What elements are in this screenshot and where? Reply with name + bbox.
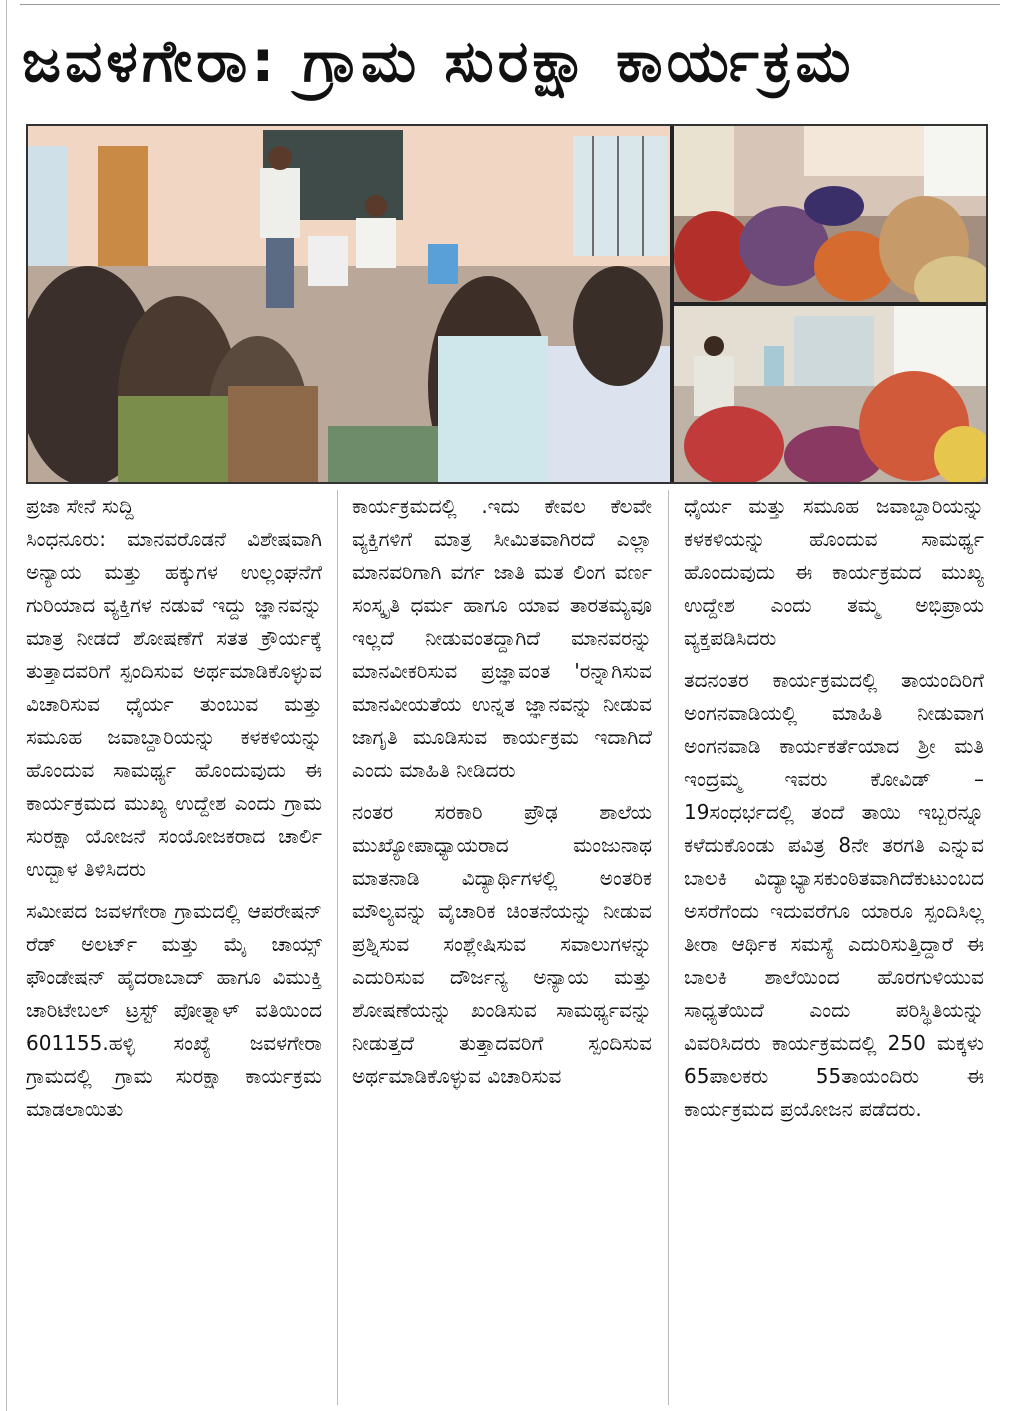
photo-strip <box>26 124 988 484</box>
paragraph: ತದನಂತರ ಕಾರ್ಯಕ್ರಮದಲ್ಲಿ ತಾಯಂದಿರಿಗೆ ಅಂಗನವಾಡಿಯಲ್ಲಿ ಮಾಹಿತಿ ನೀಡುವಾಗ ಅಂಗನವಾಡಿ ಕಾರ್ಯಕರ್ತೆಯಾದ ಶ್ರೀ ಮತಿ ಇಂದ್ರಮ್ಮ ಇವರು ಕೋವಿಡ್ – 19ಸಂಧರ್ಭದಲ್ಲಿ ತಂದೆ ತಾಯಿ ಇಬ್ಬರನ್ನೂ ಕಳೆದುಕೊಂಡು ಪವಿತ್ರ 8ನೇ ತರಗತಿ ಎನ್ನುವ ಬಾಲಕಿ ವಿದ್ಯಾಭ್ಯಾಸಕುಂಠಿತವಾಗಿದೆಕುಟುಂಬದ ಅಸರೆಗೆಂದು ಇದುವರೆಗೂ ಯಾರೂ ಸ್ಪಂದಿಸಿಲ್ಲ ತೀರಾ ಆರ್ಥಿಕ ಸಮಸ್ಯೆ ಎದುರಿಸುತ್ತಿದ್ದಾರೆ ಈ ಬಾಲಕಿ ಶಾಲೆಯಿಂದ ಹೊರಗುಳಿಯುವ ಸಾಧ್ಯತೆಯಿದೆ ಎಂದು ಪರಿಸ್ಥಿತಿಯನ್ನು ವಿವರಿಸಿದರು ಕಾರ್ಯಕ್ರಮದಲ್ಲಿ 250 ಮಕ್ಕಳು 65ಪಾಲಕರು 55ತಾಯಂದಿರು ಈ ಕಾರ್ಯಕ್ರಮದ ಪ್ರಯೋಜನ ಪಡೆದರು. <box>684 668 984 1121</box>
article-column-3 <box>684 490 984 1405</box>
column-divider-1 <box>337 490 338 1405</box>
headline: ಜವಳಗೇರಾ: ಗ್ರಾಮ ಸುರಕ್ಷಾ ಕಾರ್ಯಕ್ರಮ <box>22 27 855 95</box>
article-column-2 <box>352 490 652 1405</box>
paragraph: ಸಮೀಪದ ಜವಳಗೇರಾ ಗ್ರಾಮದಲ್ಲಿ ಆಪರೇಷನ್ ರೆಡ್ ಅಲರ್ಟ್ ಮತ್ತು ಮೈ ಚಾಯ್ಸ್ ಫೌಂಡೇಷನ್ ಹೈದರಾಬಾದ್ ಹಾಗೂ ವಿಮುಕ್ತಿ ಚಾರಿಟೇಬಲ್ ಟ್ರಸ್ಟ್ ಪೋತ್ನಾಳ್ ವತಿಯಿಂದ 601155.ಹಳ್ಳಿ ಸಂಖ್ಯೆ ಜವಳಗೇರಾ ಗ್ರಾಮದಲ್ಲಿ ಗ್ರಾಮ ಸುರಕ್ಷಾ ಕಾರ್ಯಕ್ರಮ ಮಾಡಲಾಯಿತು <box>26 899 322 1121</box>
paragraph: ಪ್ರಜಾ ಸೇನೆ ಸುದ್ದಿ ಸಿಂಧನೂರು: ಮಾನವರೊಡನೆ ವಿಶೇಷವಾಗಿ ಅನ್ಯಾಯ ಮತ್ತು ಹಕ್ಕುಗಳ ಉಲ್ಲಂಘನೆಗೆ ಗುರಿಯಾದ ವ್ಯಕ್ತಿಗಳ ನಡುವೆ ಇದ್ದು ಜ್ಞಾನವನ್ನು ಮಾತ್ರ ನೀಡದೆ ಶೋಷಣೆಗೆ ಸತತ ಕ್ರೌರ್ಯಕ್ಕೆ ತುತ್ತಾದವರಿಗೆ ಸ್ಪಂದಿಸುವ ಅರ್ಥಮಾಡಿಕೊಳ್ಳುವ ವಿಚಾರಿಸುವ ಧೈರ್ಯ ತುಂಬುವ ಮತ್ತು ಸಮೂಹ ಜವಾಬ್ದಾರಿಯನ್ನು ಕಳಕಳಿಯನ್ನು ಹೊಂದುವ ಸಾಮರ್ಥ್ಯ ಹೊಂದುವುದು ಈ ಕಾರ್ಯಕ್ರಮದ ಮುಖ್ಯ ಉದ್ದೇಶ ಎಂದು ಗ್ರಾಮ ಸುರಕ್ಷಾ ಯೋಜನೆ ಸಂಯೋಜಕರಾದ ಚಾರ್ಲಿ ಉದ್ಬಾಳ ತಿಳಿಸಿದರು <box>26 494 322 881</box>
left-margin-rule <box>6 0 7 1411</box>
paragraph: ಧೈರ್ಯ ಮತ್ತು ಸಮೂಹ ಜವಾಬ್ದಾರಿಯನ್ನು ಕಳಕಳಿಯನ್ನು ಹೊಂದುವ ಸಾಮರ್ಥ್ಯ ಹೊಂದುವುದು ಈ ಕಾರ್ಯಕ್ರಮದ ಮುಖ್ಯ ಉದ್ದೇಶ ಎಂದು ತಮ್ಮ ಅಭಿಪ್ರಾಯ ವ್ಯಕ್ತಪಡಿಸಿದರು <box>684 494 984 650</box>
anganwadi-photo-bottom <box>674 306 986 482</box>
top-rule <box>20 4 1000 5</box>
classroom-photo <box>28 126 670 482</box>
anganwadi-photo-top <box>674 126 986 302</box>
paragraph: ಕಾರ್ಯಕ್ರಮದಲ್ಲಿ .ಇದು ಕೇವಲ ಕೆಲವೇ ವ್ಯಕ್ತಿಗಳಿಗೆ ಮಾತ್ರ ಸೀಮಿತವಾಗಿರದೆ ಎಲ್ಲಾ ಮಾನವರಿಗಾಗಿ ವರ್ಗ ಜಾತಿ ಮತ ಲಿಂಗ ವರ್ಣ ಸಂಸ್ಕೃತಿ ಧರ್ಮ ಹಾಗೂ ಯಾವ ತಾರತಮ್ಯವೂ ಇಲ್ಲದೆ ನೀಡುವಂತದ್ದಾಗಿದೆ ಮಾನವರನ್ನು ಮಾನವೀಕರಿಸುವ ಪ್ರಜ್ಞಾವಂತ 'ರನ್ನಾಗಿಸುವ ಮಾನವೀಯತೆಯ ಉನ್ನತ ಜ್ಞಾನವನ್ನು ನೀಡುವ ಜಾಗೃತಿ ಮೂಡಿಸುವ ಕಾರ್ಯಕ್ರಮ ಇದಾಗಿದೆ ಎಂದು ಮಾಹಿತಿ ನೀಡಿದರು <box>352 494 652 782</box>
column-divider-2 <box>668 490 669 1405</box>
paragraph: ನಂತರ ಸರಕಾರಿ ಪ್ರೌಢ ಶಾಲೆಯ ಮುಖ್ಯೋಪಾಧ್ಯಾಯರಾದ ಮಂಜುನಾಥ ಮಾತನಾಡಿ ವಿದ್ಯಾರ್ಥಿಗಳಲ್ಲಿ ಅಂತರಿಕ ಮೌಲ್ಯವನ್ನು ವೈಚಾರಿಕ ಚಿಂತನೆಯನ್ನು ನೀಡುವ ಪ್ರಶ್ನಿಸುವ ಸಂಶ್ಲೇಷಿಸುವ ಸವಾಲುಗಳನ್ನು ಎದುರಿಸುವ ದೌರ್ಜನ್ಯ ಅನ್ಯಾಯ ಮತ್ತು ಶೋಷಣೆಯನ್ನು ಖಂಡಿಸುವ ಸಾಮರ್ಥ್ಯವನ್ನು ನೀಡುತ್ತದೆ ತುತ್ತಾದವರಿಗೆ ಸ್ಪಂದಿಸುವ ಅರ್ಥಮಾಡಿಕೊಳ್ಳುವ ವಿಚಾರಿಸುವ <box>352 800 652 1088</box>
article-column-1 <box>26 490 322 1405</box>
